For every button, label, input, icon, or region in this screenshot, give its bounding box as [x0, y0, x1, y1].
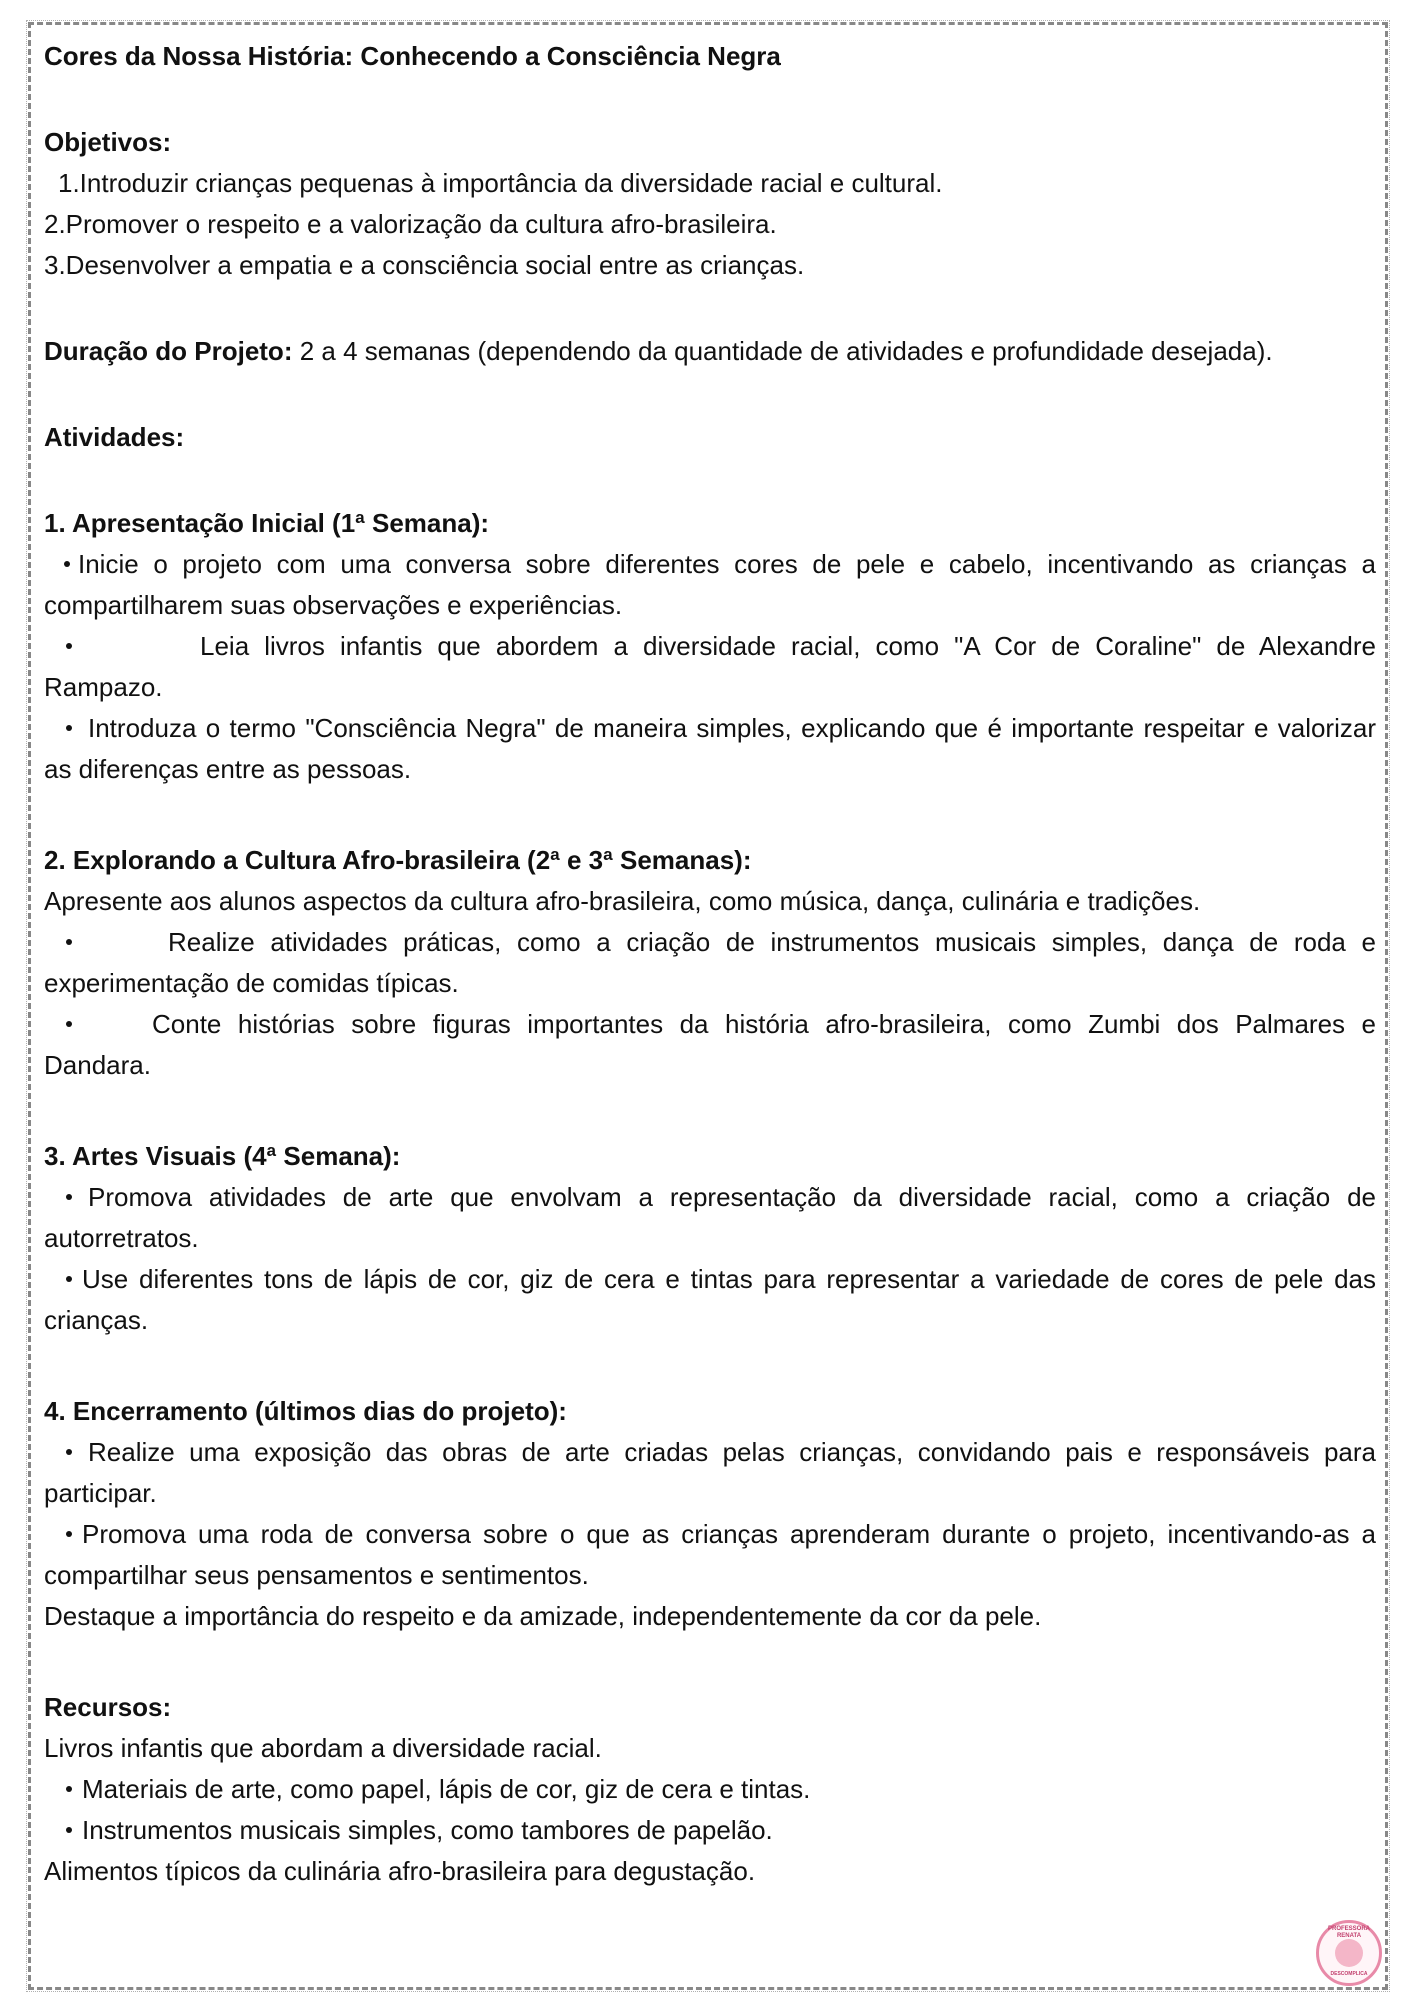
bullet-icon	[64, 561, 70, 567]
section3-heading: 3. Artes Visuais (4ª Semana):	[44, 1141, 401, 1171]
objetivo-item: 1.Introduzir crianças pequenas à importância da diversidade racial e cultural.	[58, 168, 943, 198]
bullet-icon	[66, 1021, 72, 1027]
list-item: Realize atividades práticas, como a criação de instrumentos musicais simples, dança de roda e experimentação de comidas típicas.	[44, 927, 1376, 998]
objetivo-item: 2.Promover o respeito e a valorização da cultura afro-brasileira.	[44, 209, 777, 239]
objetivo-item: 3.Desenvolver a empatia e a consciência social entre as crianças.	[44, 250, 805, 280]
duracao-paragraph	[44, 331, 1376, 372]
bullet-icon	[66, 1194, 72, 1200]
section4-heading: 4. Encerramento (últimos dias do projeto):	[44, 1396, 567, 1426]
list-item: Destaque a importância do respeito e da amizade, independentemente da cor da pele.	[44, 1601, 1042, 1631]
bullet-icon	[66, 1276, 72, 1282]
bullet-icon	[66, 1786, 72, 1792]
list-item: Promova atividades de arte que envolvam a representação da diversidade racial, como a criação de autorretratos.	[44, 1182, 1376, 1253]
list-item: Introduza o termo "Consciência Negra" de maneira simples, explicando que é importante respeitar e valorizar as diferenças entre as pessoas.	[44, 713, 1376, 784]
seal-top-text: PROFESSORA RENATA	[1327, 1926, 1370, 1939]
bullet-icon	[66, 725, 72, 731]
list-item: Realize uma exposição das obras de arte criadas pelas crianças, convidando pais e responsáveis para participar.	[44, 1437, 1376, 1508]
bullet-icon	[66, 643, 72, 649]
list-item: Promova uma roda de conversa sobre o que as crianças aprenderam durante o projeto, incentivando-as a compartilhar seus pensamentos e sentimentos.	[44, 1519, 1376, 1590]
atividades-heading: Atividades:	[44, 422, 185, 452]
section1-heading: 1. Apresentação Inicial (1ª Semana):	[44, 508, 490, 538]
seal-logo-icon	[1316, 1920, 1382, 1986]
recursos-heading: Recursos:	[44, 1692, 172, 1722]
bullet-icon	[66, 1449, 72, 1455]
bullet-icon	[66, 1827, 72, 1833]
seal-bottom-text: DESCOMPLICA	[1330, 1971, 1368, 1977]
bullet-icon	[66, 1531, 72, 1537]
duracao-text: 2 a 4 semanas (dependendo da quantidade de atividades e profundidade desejada).	[292, 336, 1273, 366]
seal-center	[1335, 1939, 1363, 1967]
list-item: Apresente aos alunos aspectos da cultura afro-brasileira, como música, dança, culinária e tradições.	[44, 886, 1201, 916]
objetivos-heading: Objetivos:	[44, 127, 172, 157]
list-item: Use diferentes tons de lápis de cor, giz de cera e tintas para representar a variedade de cores de pele das crianças.	[44, 1264, 1376, 1335]
document-title: Cores da Nossa História: Conhecendo a Consciência Negra	[44, 41, 781, 71]
list-item: Conte histórias sobre figuras importantes da história afro-brasileira, como Zumbi dos Palmares e Dandara.	[44, 1009, 1376, 1080]
section2-heading: 2. Explorando a Cultura Afro-brasileira (2ª e 3ª Semanas):	[44, 845, 752, 875]
list-item: Instrumentos musicais simples, como tambores de papelão.	[44, 1810, 1376, 1851]
bullet-icon	[66, 939, 72, 945]
list-item: Leia livros infantis que abordem a diversidade racial, como "A Cor de Coraline" de Alexandre Rampazo.	[44, 631, 1376, 702]
list-item: Livros infantis que abordam a diversidade racial.	[44, 1733, 602, 1763]
document-body	[44, 36, 1376, 1892]
list-item: Alimentos típicos da culinária afro-brasileira para degustação.	[44, 1856, 756, 1886]
duracao-label: Duração do Projeto:	[44, 336, 293, 366]
list-item: Inicie o projeto com uma conversa sobre diferentes cores de pele e cabelo, incentivando as crianças a compartilharem suas observações e experiências.	[44, 549, 1376, 620]
list-item: Materiais de arte, como papel, lápis de cor, giz de cera e tintas.	[44, 1769, 1376, 1810]
